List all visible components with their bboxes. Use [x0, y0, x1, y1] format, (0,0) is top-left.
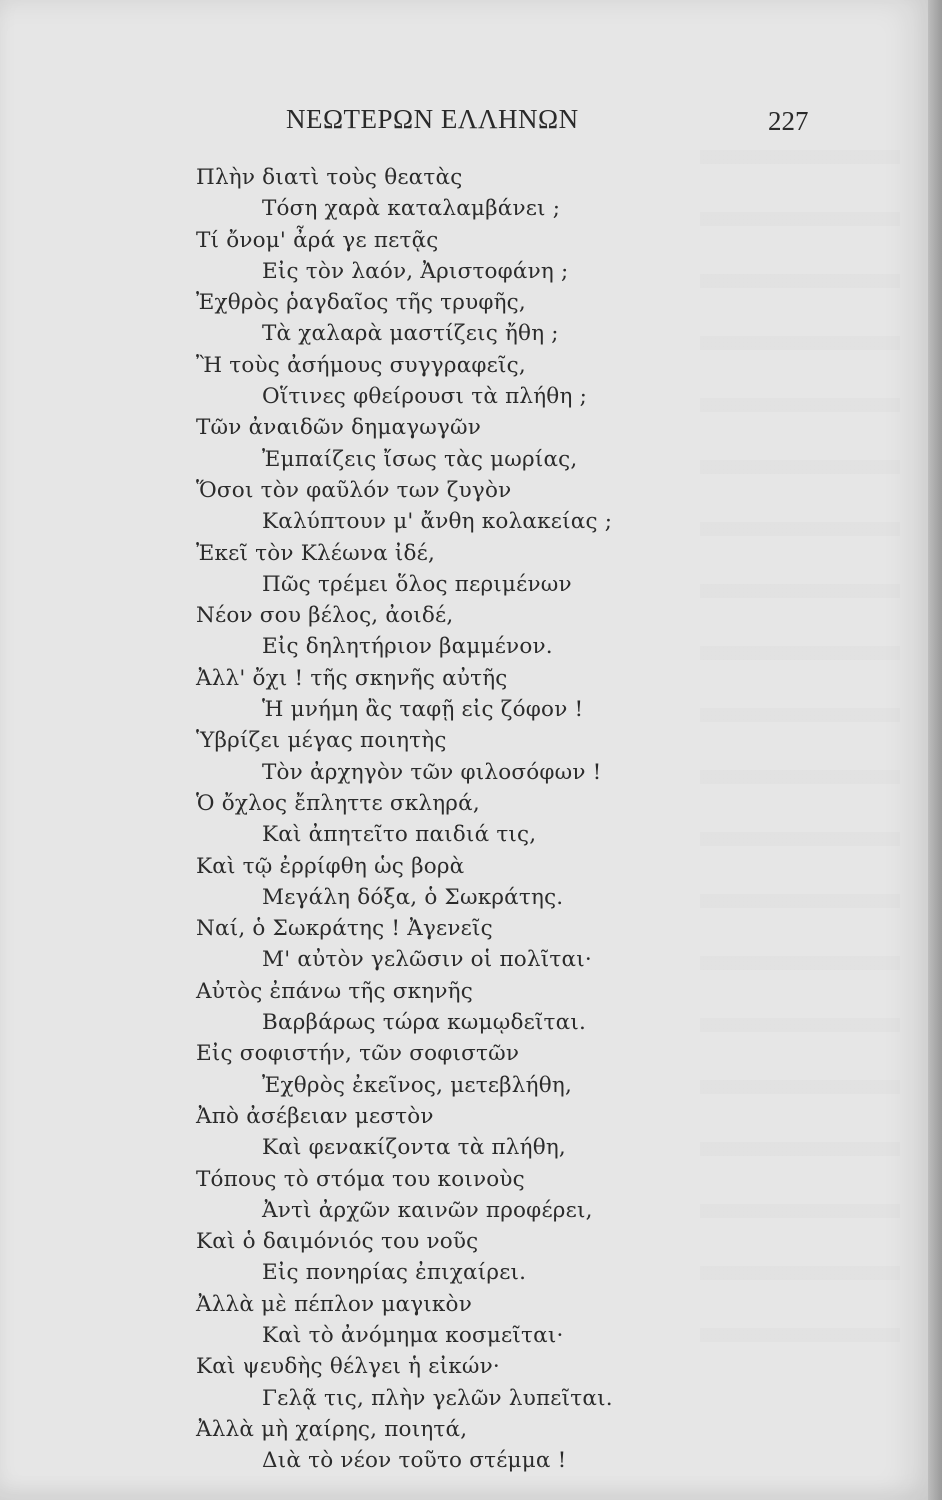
- poem-line: Οἵτινες φθείρουσι τὰ πλήθη ;: [262, 384, 588, 410]
- poem-line: Πλὴν διατὶ τοὺς θεατὰς: [196, 165, 463, 190]
- poem-line: Ἀλλὰ μὲ πέπλον μαγικὸν: [196, 1291, 472, 1317]
- poem-line: Τόπους τὸ στόμα του κοινοὺς: [196, 1166, 525, 1192]
- poem-line: Τὸν ἀρχηγὸν τῶν φιλοσόφων !: [262, 759, 602, 785]
- poem-line: Καλύπτουν μ' ἄνθη κολακείας ;: [262, 509, 613, 535]
- poem-line: Ἢ τοὺς ἀσήμους συγγραφεῖς,: [196, 352, 526, 378]
- poem-line: Καὶ φενακίζοντα τὰ πλήθη,: [262, 1135, 566, 1161]
- poem-line: Μ' αὐτὸν γελῶσιν οἱ πολῖται·: [262, 947, 592, 973]
- poem-line: Ἡ μνήμη ἂς ταφῇ εἰς ζόφον !: [262, 697, 584, 723]
- poem-line: Ἐκεῖ τὸν Κλέωνα ἰδέ,: [196, 540, 436, 566]
- poem-line: Βαρβάρως τώρα κωμῳδεῖται.: [262, 1010, 587, 1036]
- poem-line: Καὶ ἀπητεῖτο παιδιά τις,: [262, 822, 537, 848]
- bleed-through-texture: [700, 150, 900, 1350]
- poem-line: Καὶ τὸ ἀνόμημα κοσμεῖται·: [262, 1322, 564, 1348]
- poem-line: Ναί, ὁ Σωκράτης ! Ἀγενεῖς: [196, 916, 493, 942]
- poem-line: Καὶ ψευδὴς θέλγει ἡ εἰκών·: [196, 1354, 500, 1380]
- poem-line: Νέον σου βέλος, ἀοιδέ,: [196, 603, 454, 629]
- poem-line: Γελᾷ τις, πλὴν γελῶν λυπεῖται.: [262, 1385, 613, 1411]
- poem-line: Μεγάλη δόξα, ὁ Σωκράτης.: [262, 884, 564, 910]
- poem-line: Τί ὄνομ' ἆρά γε πετᾷς: [196, 227, 439, 253]
- poem-line: Ἐχθρὸς ῥαγδαῖος τῆς τρυφῆς,: [196, 290, 526, 316]
- poem-line: Τῶν ἀναιδῶν δημαγωγῶν: [196, 415, 482, 441]
- poem-line: Τόση χαρὰ καταλαμβάνει ;: [262, 196, 561, 222]
- poem-body: [196, 162, 636, 1476]
- poem-line: Καὶ ὁ δαιμόνιός του νοῦς: [196, 1229, 479, 1255]
- poem-line: Εἰς σοφιστήν, τῶν σοφιστῶν: [196, 1041, 520, 1067]
- poem-line: Ἀντὶ ἀρχῶν καινῶν προφέρει,: [262, 1197, 593, 1223]
- poem-line: Ὑβρίζει μέγας ποιητὴς: [196, 728, 447, 754]
- poem-line: Εἰς πονηρίας ἐπιχαίρει.: [262, 1260, 527, 1286]
- poem-line: Τὰ χαλαρὰ μαστίζεις ἤθη ;: [262, 321, 559, 347]
- poem-line: Πῶς τρέμει ὅλος περιμένων: [262, 571, 572, 597]
- poem-line: Καὶ τῷ ἐρρίφθη ὡς βορὰ: [196, 853, 465, 879]
- poem-line: Αὐτὸς ἐπάνω τῆς σκηνῆς: [196, 978, 473, 1004]
- poem-line: Ὁ ὄχλος ἔπληττε σκληρά,: [196, 790, 480, 816]
- running-title: ΝΕΩΤΕΡΩΝ ΕΛΛΗΝΩΝ: [286, 104, 579, 134]
- page-header: [0, 104, 928, 144]
- poem-line: Εἰς δηλητήριον βαμμένον.: [262, 634, 553, 660]
- poem-line: Ἐμπαίζεις ἴσως τὰς μωρίας,: [262, 446, 578, 472]
- page-edge: [928, 0, 942, 1500]
- poem-line: Ἐχθρὸς ἐκεῖνος, μετεβλήθη,: [262, 1072, 572, 1098]
- poem-line: Ἀπὸ ἀσέβειαν μεστὸν: [196, 1103, 434, 1129]
- poem-line: Ἀλλὰ μὴ χαίρης, ποιητά,: [196, 1416, 468, 1442]
- poem-line: Ὅσοι τὸν φαῦλόν των ζυγὸν: [196, 477, 512, 503]
- poem-line: Ἀλλ' ὄχι ! τῆς σκηνῆς αὐτῆς: [196, 665, 508, 691]
- poem-line: Διὰ τὸ νέον τοῦτο στέμμα !: [262, 1448, 567, 1474]
- poem-line: Εἰς τὸν λαόν, Ἀριστοφάνη ;: [262, 258, 569, 284]
- page-number: 227: [768, 106, 809, 136]
